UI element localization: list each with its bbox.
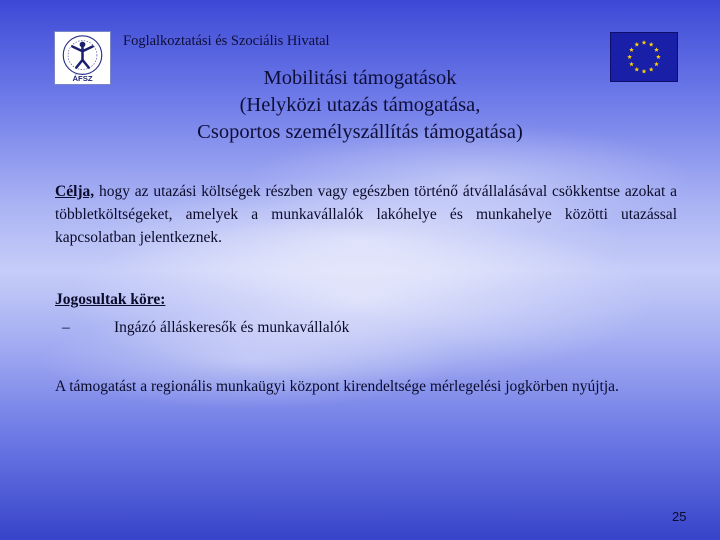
title-line-1: Mobilitási támogatások [263, 67, 457, 89]
eligible-bullet [62, 319, 349, 337]
eligible-heading: Jogosultak köre: [55, 291, 166, 308]
organization-name: Foglalkoztatási és Szociális Hivatal [123, 33, 330, 49]
eu-star-icon [627, 55, 632, 60]
purpose-label: Célja, [55, 183, 95, 200]
eu-star-icon [634, 42, 639, 47]
bullet-dash: – [62, 319, 70, 336]
title-line-3: Csoportos személyszállítás támogatása) [197, 121, 523, 143]
eu-star-icon [654, 47, 659, 52]
eu-star-icon [642, 40, 647, 45]
logo-text: ÁFSZ [72, 74, 93, 84]
purpose-paragraph [55, 180, 677, 249]
page-number: 25 [672, 509, 687, 524]
title-line-2: (Helyközi utazás támogatása, [239, 94, 481, 116]
closing-paragraph: A támogatást a regionális munkaügyi központ kirendeltsége mérlegelési jogkörben nyújtja. [55, 378, 619, 395]
eu-star-icon [629, 47, 634, 52]
purpose-text: hogy az utazási költségek részben vagy egészben történő átvállalásával csökkentse azokat a többletköltségeket, amelyek a munkavállalók lakóhelye és munkahelye közötti utazással kapcsolatban jelentkeznek. [55, 183, 677, 246]
bullet-text: Ingázó álláskeresők és munkavállalók [114, 319, 350, 336]
eu-star-icon [656, 55, 661, 60]
slide-title [60, 65, 660, 146]
eu-star-icon [649, 42, 654, 47]
